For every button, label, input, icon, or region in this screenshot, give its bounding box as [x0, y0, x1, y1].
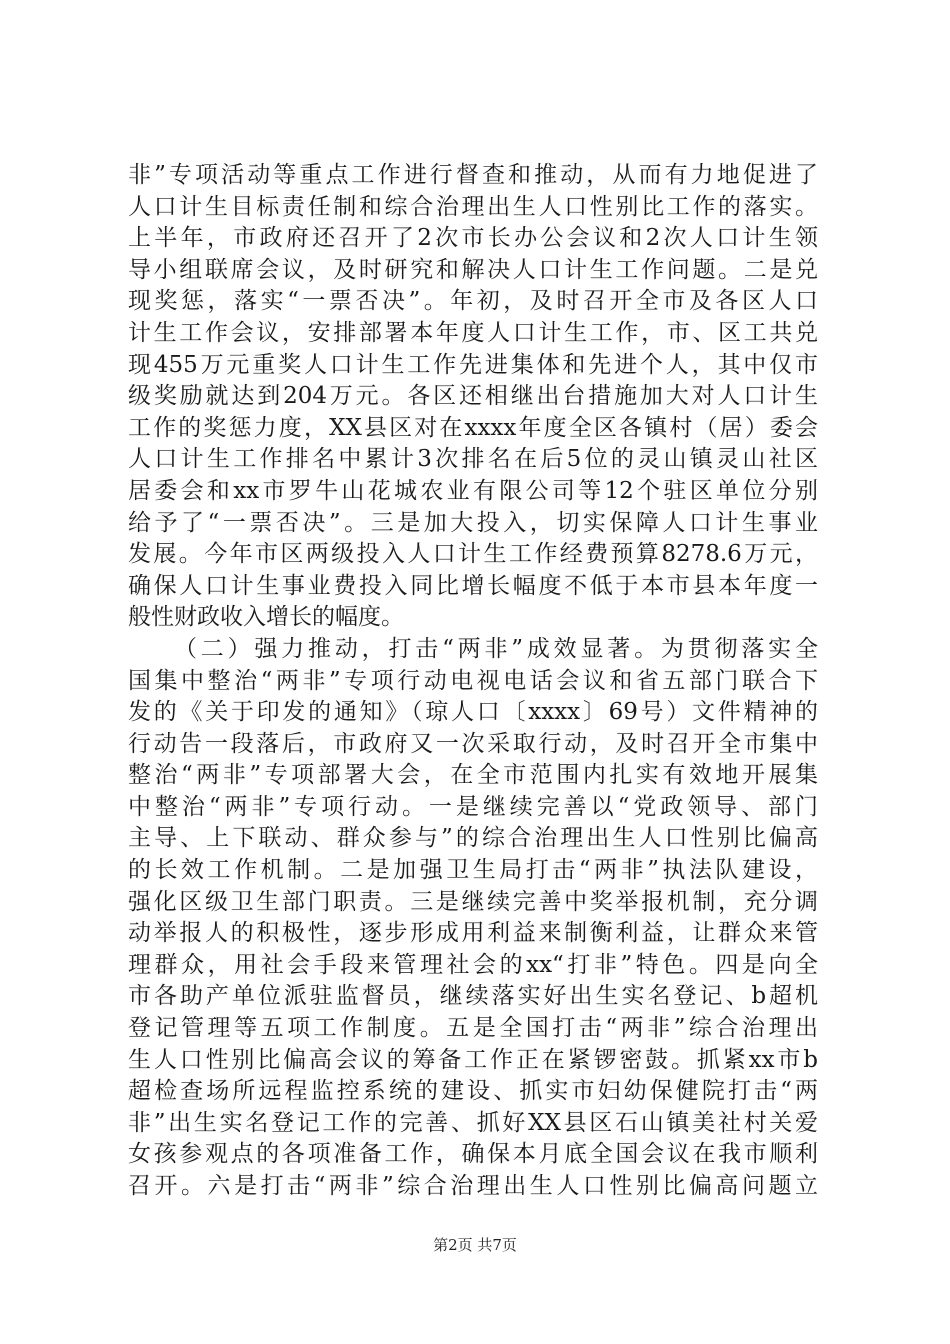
text-line: 的长效工作机制。二是加强卫生局打击“两非”执法队建设，	[128, 857, 818, 884]
text-line: 整治“两非”专项部署大会，在全市范围内扎实有效地开展集	[128, 762, 818, 789]
text-line: 人口计生目标责任制和综合治理出生人口性别比工作的落实。	[128, 193, 818, 220]
text-line: （二）强力推动，打击“两非”成效显著。为贯彻落实全	[174, 635, 818, 662]
text-line: 非”出生实名登记工作的完善、抓好XX县区石山镇美社村关爱	[128, 1109, 818, 1136]
text-line: 国集中整治“两非”专项行动电视电话会议和省五部门联合下	[128, 667, 818, 694]
page-number: 第2页 共7页	[433, 1236, 517, 1254]
text-line: 发的《关于印发的通知》（琼人口〔xxxx〕69号）文件精神的	[128, 699, 818, 726]
text-line: 召开。六是打击“两非”综合治理出生人口性别比偏高问题立	[128, 1173, 818, 1199]
text-line: 发展。今年市区两级投入人口计生工作经费预算8278.6万元，	[128, 541, 818, 568]
text-line: 主导、上下联动、群众参与”的综合治理出生人口性别比偏高	[128, 825, 818, 852]
text-line: 工作的奖惩力度，XX县区对在xxxx年度全区各镇村（居）委会	[128, 414, 818, 441]
text-line: 非”专项活动等重点工作进行督查和推动，从而有力地促进了	[128, 162, 818, 188]
document-body	[128, 160, 818, 1203]
text-line: 行动告一段落后，市政府又一次采取行动，及时召开全市集中	[128, 730, 818, 757]
text-line: 生人口性别比偏高会议的筹备工作正在紧锣密鼓。抓紧xx市b	[128, 1046, 818, 1073]
text-line: 计生工作会议，安排部署本年度人口计生工作，市、区工共兑	[128, 319, 818, 346]
text-line: 超检查场所远程监控系统的建设、抓实市妇幼保健院打击“两	[128, 1078, 818, 1105]
text-line: 女孩参观点的各项准备工作，确保本月底全国会议在我市顺利	[128, 1141, 818, 1168]
text-line: 般性财政收入增长的幅度。	[128, 604, 404, 631]
paragraph-2	[128, 634, 818, 1203]
paragraph-1	[128, 160, 818, 634]
text-line: 给予了“一票否决”。三是加大投入，切实保障人口计生事业	[128, 509, 818, 536]
text-line: 确保人口计生事业费投入同比增长幅度不低于本市县本年度一	[128, 572, 818, 599]
text-line: 导小组联席会议，及时研究和解决人口计生工作问题。二是兑	[128, 256, 818, 283]
text-line: 强化区级卫生部门职责。三是继续完善中奖举报机制，充分调	[128, 888, 818, 915]
text-line: 人口计生工作排名中累计3次排名在后5位的灵山镇灵山社区	[128, 446, 818, 473]
text-line: 动举报人的积极性，逐步形成用利益来制衡利益，让群众来管	[128, 920, 818, 947]
text-line: 居委会和xx市罗牛山花城农业有限公司等12个驻区单位分别	[128, 477, 818, 504]
text-line: 现奖惩，落实“一票否决”。年初，及时召开全市及各区人口	[128, 288, 818, 315]
text-line: 中整治“两非”专项行动。一是继续完善以“党政领导、部门	[128, 793, 818, 820]
text-line: 级奖励就达到204万元。各区还相继出台措施加大对人口计生	[128, 383, 818, 410]
text-line: 登记管理等五项工作制度。五是全国打击“两非”综合治理出	[128, 1015, 818, 1042]
page-footer	[0, 1234, 950, 1255]
text-line: 上半年，市政府还召开了2次市长办公会议和2次人口计生领	[128, 225, 818, 252]
text-line: 市各助产单位派驻监督员，继续落实好出生实名登记、b超机	[128, 983, 818, 1010]
text-line: 现455万元重奖人口计生工作先进集体和先进个人，其中仅市	[128, 351, 818, 378]
text-line: 理群众，用社会手段来管理社会的xx“打非”特色。四是向全	[128, 951, 818, 978]
